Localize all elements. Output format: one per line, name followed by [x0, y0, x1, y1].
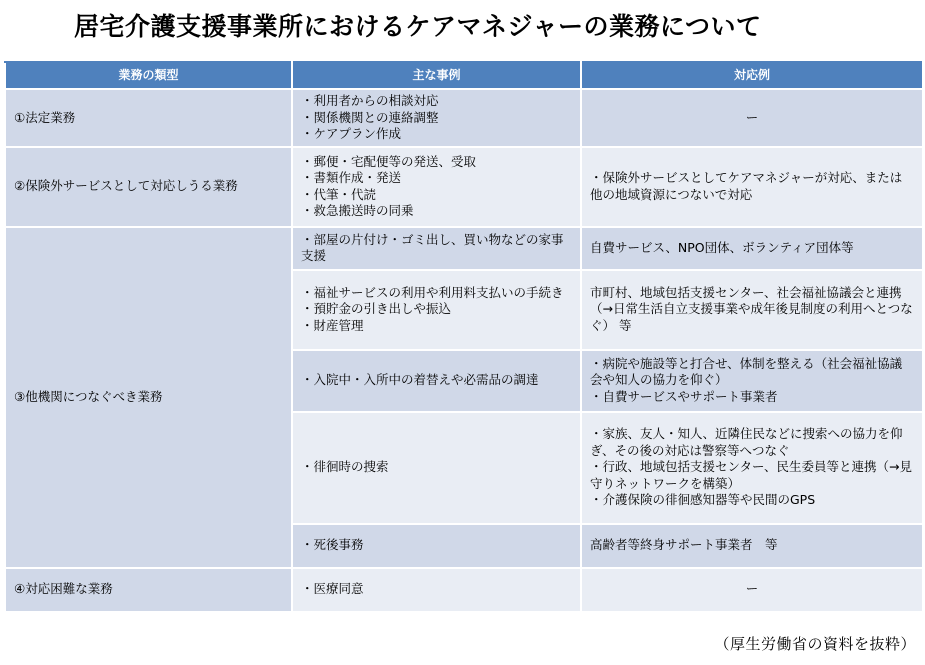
response-item: 高齢者等終身サポート事業者 等 — [590, 537, 778, 553]
table-row — [5, 147, 923, 227]
response-cell: ー — [581, 568, 923, 612]
header-type: 業務の類型 — [5, 62, 292, 89]
response-cell — [581, 147, 923, 227]
examples-cell — [292, 524, 581, 568]
header-response: 対応例 — [581, 62, 923, 89]
response-cell — [581, 270, 923, 350]
example-item: ・部屋の片付け・ゴミ出し、買い物などの家事支援 — [301, 231, 564, 263]
response-cell — [581, 227, 923, 270]
example-item: ・ケアプラン作成 — [301, 126, 402, 141]
type-cell: ③他機関につなぐべき業務 — [5, 227, 292, 568]
page-title: 居宅介護支援事業所におけるケアマネジャーの業務について — [74, 12, 762, 41]
example-item: ・書類作成・発送 — [301, 170, 402, 185]
examples-cell — [292, 147, 581, 227]
response-item: ・行政、地域包括支援センター、民生委員等と連携（→見守りネットワークを構築） — [590, 459, 912, 491]
examples-cell — [292, 412, 581, 524]
example-item: ・医療同意 — [301, 581, 364, 597]
examples-cell — [292, 270, 581, 350]
example-item: ・死後事務 — [301, 537, 364, 553]
examples-cell — [292, 227, 581, 270]
example-item: ・徘徊時の捜索 — [301, 459, 389, 475]
response-item: 自費サービス、NPO団体、ボランティア団体等 — [590, 239, 854, 255]
duties-table — [4, 61, 924, 613]
example-item: ・代筆・代読 — [301, 186, 377, 202]
example-item: ・福祉サービスの利用や利用料支払いの手続き — [301, 284, 564, 300]
table-header-row — [5, 62, 923, 89]
header-examples: 主な事例 — [292, 62, 581, 89]
examples-cell — [292, 568, 581, 612]
examples-cell — [292, 89, 581, 147]
response-item: ・保険外サービスとしてケアマネジャーが対応、または他の地域資源につないで対応 — [590, 170, 903, 202]
example-item: ・関係機関との連絡調整 — [301, 109, 439, 125]
response-cell: ー — [581, 89, 923, 147]
example-item: ・救急搬送時の同乗 — [301, 203, 414, 218]
example-item: ・利用者からの相談対応 — [301, 93, 439, 108]
type-cell: ②保険外サービスとして対応しうる業務 — [5, 147, 292, 227]
table-row — [5, 227, 923, 270]
type-cell: ①法定業務 — [5, 89, 292, 147]
example-item: ・預貯金の引き出しや振込 — [301, 301, 452, 317]
examples-cell — [292, 350, 581, 412]
response-cell — [581, 524, 923, 568]
response-item: ・介護保険の徘徊感知器等や民間のGPS — [590, 492, 816, 508]
type-cell: ④対応困難な業務 — [5, 568, 292, 612]
example-item: ・郵便・宅配便等の発送、受取 — [301, 153, 477, 169]
response-item: ・自費サービスやサポート事業者 — [590, 388, 778, 404]
source-note: （厚生労働省の資料を抜粋） — [714, 635, 916, 653]
table-row — [5, 568, 923, 612]
response-item: ・病院や施設等と打合せ、体制を整える（社会福祉協議会や知人の協力を仰ぐ） — [590, 355, 903, 388]
example-item: ・入院中・入所中の着替えや必需品の調達 — [301, 372, 539, 388]
example-item: ・財産管理 — [301, 317, 364, 333]
response-item: ・家族、友人・知人、近隣住民などに捜索への協力を仰ぎ、その後の対応は警察等へつなぐ — [590, 426, 903, 458]
table-row — [5, 89, 923, 147]
response-cell — [581, 350, 923, 412]
response-cell — [581, 412, 923, 524]
response-item: 市町村、地域包括支援センター、社会福祉協議会と連携（→日常生活自立支援事業や成年後見制度の利用へとつなぐ） 等 — [590, 284, 913, 333]
